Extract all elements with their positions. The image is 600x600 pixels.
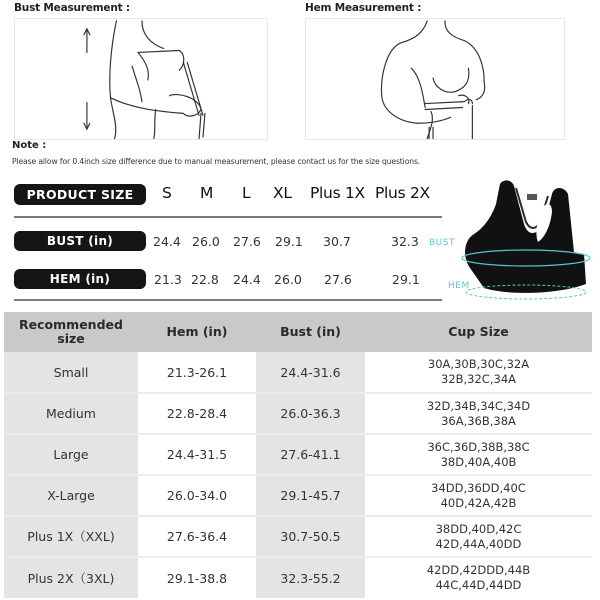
divider-line xyxy=(14,216,442,218)
bust-value-s: 24.4 xyxy=(153,234,181,249)
table-row xyxy=(4,352,592,393)
hem-value-xl: 26.0 xyxy=(274,272,302,287)
size-header-xl: XL xyxy=(273,184,292,202)
bust-measurement-illustration xyxy=(14,18,268,140)
hem-measurement-illustration xyxy=(305,18,565,140)
bust-cell: 27.6-41.1 xyxy=(256,434,365,475)
hem-cell: 27.6-36.4 xyxy=(138,516,256,557)
bust-cell: 26.0-36.3 xyxy=(256,393,365,434)
cup-line-2: 38D,40A,40B xyxy=(440,454,517,469)
hem-value-m: 22.8 xyxy=(191,272,219,287)
bust-measure-figure-icon xyxy=(15,19,267,139)
size-cell: Medium xyxy=(4,393,138,434)
note-title: Note : xyxy=(12,140,47,151)
bra-hem-label: HEM xyxy=(448,281,470,291)
bust-measurement-title: Bust Measurement : xyxy=(14,2,130,14)
size-cell: Plus 2X（3XL) xyxy=(4,557,138,598)
bust-value-xl: 29.1 xyxy=(275,234,303,249)
hem-value-l: 24.4 xyxy=(233,272,261,287)
hem-value-plus2x: 29.1 xyxy=(392,272,420,287)
hem-value-s: 21.3 xyxy=(154,272,182,287)
cup-line-1: 32D,34B,34C,34D xyxy=(426,398,531,413)
bust-cell: 32.3-55.2 xyxy=(256,557,365,598)
cup-line-1: 34DD,36DD,40C xyxy=(431,480,526,495)
bust-value-l: 27.6 xyxy=(233,234,261,249)
cup-line-2: 40D,42A,42B xyxy=(440,495,517,510)
hem-cell: 24.4-31.5 xyxy=(138,434,256,475)
header-hem: Hem (in) xyxy=(138,312,256,352)
bust-cell: 30.7-50.5 xyxy=(256,516,365,557)
cup-cell xyxy=(365,352,592,393)
hem-measurement-title: Hem Measurement : xyxy=(305,2,422,14)
table-row xyxy=(4,434,592,475)
size-header-s: S xyxy=(162,184,172,202)
bust-value-m: 26.0 xyxy=(192,234,220,249)
cup-cell xyxy=(365,557,592,598)
divider-line xyxy=(14,299,442,301)
hem-cell: 29.1-38.8 xyxy=(138,557,256,598)
size-cell: Large xyxy=(4,434,138,475)
cup-line-1: 30A,30B,30C,32A xyxy=(427,357,530,371)
cup-line-2: 36A,36B,38A xyxy=(441,413,516,428)
cup-cell xyxy=(365,516,592,557)
bust-cell: 29.1-45.7 xyxy=(256,475,365,516)
hem-value-plus1x: 27.6 xyxy=(324,272,352,287)
table-row xyxy=(4,393,592,434)
bust-cell: 24.4-31.6 xyxy=(256,352,365,393)
cup-cell xyxy=(365,475,592,516)
table-row xyxy=(4,516,592,557)
table-row xyxy=(4,475,592,516)
bra-bust-label: BUST xyxy=(429,238,455,248)
hem-cell: 22.8-28.4 xyxy=(138,393,256,434)
cup-line-2: 44C,44D,44DD xyxy=(435,578,522,592)
cup-line-1: 38DD,40D,42C xyxy=(435,521,522,536)
size-header-l: L xyxy=(242,184,251,202)
bust-row-label: BUST (in) xyxy=(14,231,146,251)
header-recommended-size: Recommended size xyxy=(4,312,138,352)
hem-measure-figure-icon xyxy=(306,19,564,139)
header-bust: Bust (in) xyxy=(256,312,365,352)
cup-line-2: 32B,32C,34A xyxy=(441,372,516,386)
cup-line-2: 42D,44A,40DD xyxy=(435,536,522,551)
bust-value-plus2x: 32.3 xyxy=(391,234,419,249)
size-header-plus1x: Plus 1X xyxy=(310,184,365,202)
hem-cell: 26.0-34.0 xyxy=(138,475,256,516)
recommended-size-table xyxy=(4,312,592,598)
size-header-m: M xyxy=(200,184,214,202)
size-cell: Plus 1X（XXL) xyxy=(4,516,138,557)
table-header-row xyxy=(4,312,592,352)
cup-line-1: 42DD,42DDD,44B xyxy=(426,563,531,577)
product-size-label: PRODUCT SIZE xyxy=(14,184,146,205)
hem-cell: 21.3-26.1 xyxy=(166,364,228,380)
cup-cell xyxy=(365,434,592,475)
size-cell: X-Large xyxy=(4,475,138,516)
note-text: Please allow for 0.4inch size difference due to manual measurement, please contact us for the size questions. xyxy=(12,157,421,166)
cup-line-1: 36C,36D,38B,38C xyxy=(427,439,530,454)
bust-value-plus1x: 30.7 xyxy=(323,234,351,249)
size-cell: Small xyxy=(4,352,138,393)
size-header-plus2x: Plus 2X xyxy=(375,184,430,202)
table-row xyxy=(4,557,592,598)
hem-row-label: HEM (in) xyxy=(14,269,146,289)
cup-cell xyxy=(365,393,592,434)
header-cup-size: Cup Size xyxy=(365,312,592,352)
